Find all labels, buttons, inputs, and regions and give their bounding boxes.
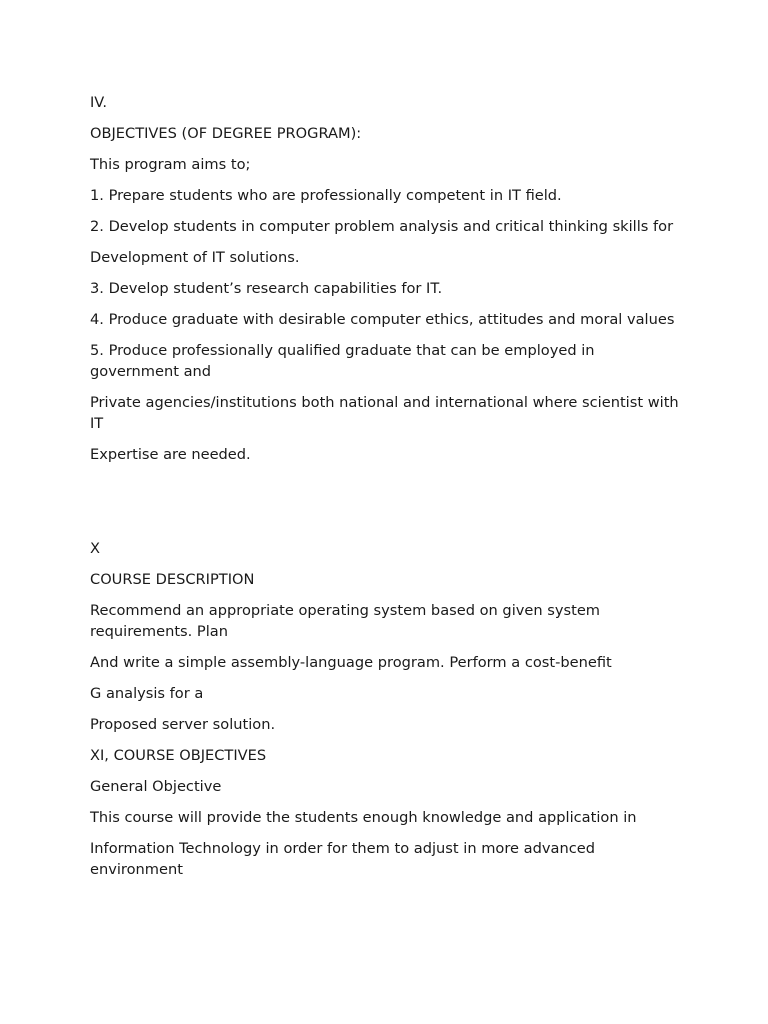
course-description-line-2: And write a simple assembly-language program. Perform a cost-benefit xyxy=(90,654,612,671)
course-description-line-4: Proposed server solution. xyxy=(90,716,276,733)
program-intro: This program aims to; xyxy=(90,156,251,173)
general-objective-line-2: Information Technology in order for them to adjust in more advanced environment xyxy=(90,840,595,878)
general-objective-heading: General Objective xyxy=(90,778,222,795)
general-objective-line-1: This course will provide the students enough knowledge and application in xyxy=(90,809,637,826)
course-description-line-3: G analysis for a xyxy=(90,685,204,702)
document-page xyxy=(90,92,680,890)
section-number-iv: IV. xyxy=(90,94,108,111)
objective-item-2: 2. Develop students in computer problem analysis and critical thinking skills for xyxy=(90,218,674,235)
objective-item-5: 5. Produce professionally qualified graduate that can be employed in government and xyxy=(90,342,595,380)
objective-item-5-end: Expertise are needed. xyxy=(90,446,251,463)
objective-item-2-continued: Development of IT solutions. xyxy=(90,249,300,266)
course-description-line-1: Recommend an appropriate operating system based on given system requirements. Plan xyxy=(90,602,601,640)
objective-item-5-continued: Private agencies/institutions both national and international where scientist with IT xyxy=(90,394,679,432)
course-objectives-heading: XI, COURSE OBJECTIVES xyxy=(90,747,267,764)
objective-item-1: 1. Prepare students who are professionally competent in IT field. xyxy=(90,187,562,204)
section-number-x: X xyxy=(90,540,100,557)
section-spacer xyxy=(90,475,680,538)
course-description-heading: COURSE DESCRIPTION xyxy=(90,571,255,588)
objectives-heading: OBJECTIVES (OF DEGREE PROGRAM): xyxy=(90,125,362,142)
objective-item-3: 3. Develop student’s research capabilities for IT. xyxy=(90,280,443,297)
objective-item-4: 4. Produce graduate with desirable computer ethics, attitudes and moral values xyxy=(90,311,675,328)
